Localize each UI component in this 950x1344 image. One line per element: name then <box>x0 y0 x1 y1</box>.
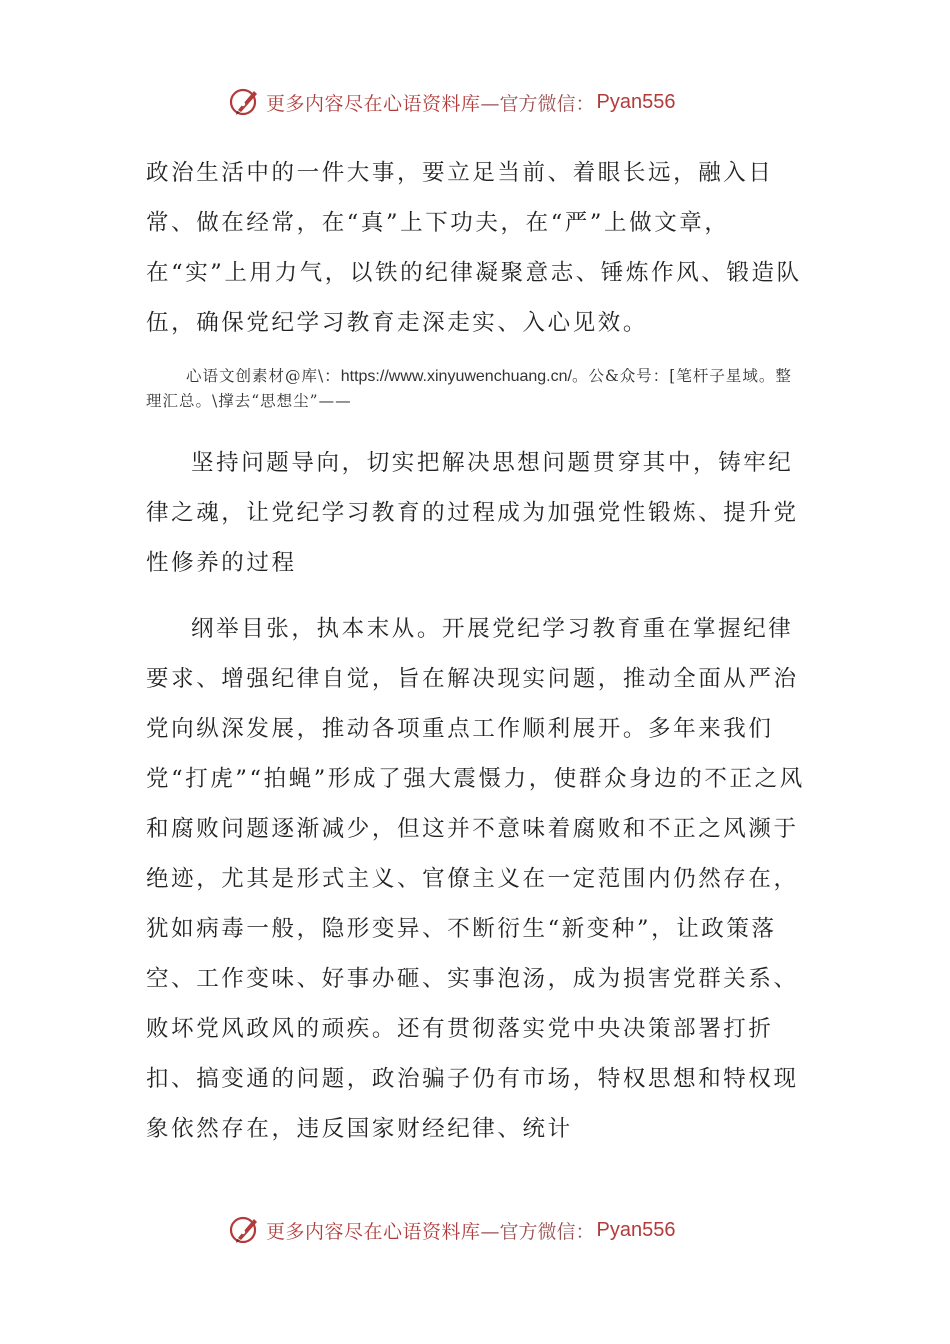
banner-title: 更多内容尽在心语资料库 <box>266 92 481 115</box>
source-note-suffix: 。公&众号：[笔杆子星域。整理汇总。\撑去“思想尘”—— <box>146 367 792 410</box>
pen-nib-logo-icon <box>228 1213 262 1247</box>
banner-wechat-label: —官方微信： <box>480 1220 595 1243</box>
pen-nib-logo-icon <box>228 85 262 119</box>
header-banner <box>228 84 728 120</box>
paragraph-2-text: 坚持问题导向，切实把解决思想问题贯穿其中，铸牢纪律之魂，让党纪学习教育的过程成为加强党性锻炼、提升党性修养的过程 <box>146 450 799 576</box>
footer-banner <box>228 1212 728 1248</box>
paragraph-3-text: 纲举目张，执本末从。开展党纪学习教育重在掌握纪律要求、增强纪律自觉，旨在解决现实问题，推动全面从严治党向纵深发展，推动各项重点工作顺利展开。多年来我们党“打虎”“拍蝇”形成了强大震慑力，使群众身边的不正之风和腐败问题逐渐减少，但这并不意味着腐败和不正之风濒于绝迹，尤其是形式主义、官僚主义在一定范围内仍然存在，犹如病毒一般，隐形变异、不断衍生“新变种”，让政策落空、工作变味、好事办砸、实事泡汤，成为损害党群关系、败坏党风政风的顽疾。还有贯彻落实党中央决策部署打折扣、搞变通的问题，政治骗子仍有市场，特权思想和特权现象依然存在，违反国家财经纪律、统计 <box>146 616 805 1142</box>
banner-wechat-id: Pyan556 <box>596 90 676 113</box>
banner-title: 更多内容尽在心语资料库 <box>266 1220 481 1243</box>
source-note <box>146 364 808 413</box>
source-note-prefix: 心语文创素材@库\： <box>186 367 341 385</box>
source-note-url[interactable]: https://www.xinyuwenchuang.cn/ <box>340 368 572 385</box>
paragraph-1 <box>146 148 808 348</box>
banner-wechat-label: —官方微信： <box>480 92 595 115</box>
paragraph-2 <box>146 438 808 588</box>
paragraph-3 <box>146 604 808 1154</box>
paragraph-1-text: 政治生活中的一件大事，要立足当前、着眼长远，融入日常、做在经常，在“真”上下功夫，在“严”上做文章，在“实”上用力气，以铁的纪律凝聚意志、锤炼作风、锻造队伍，确保党纪学习教育走深走实、入心见效。 <box>146 160 802 336</box>
banner-wechat-id: Pyan556 <box>596 1218 676 1241</box>
